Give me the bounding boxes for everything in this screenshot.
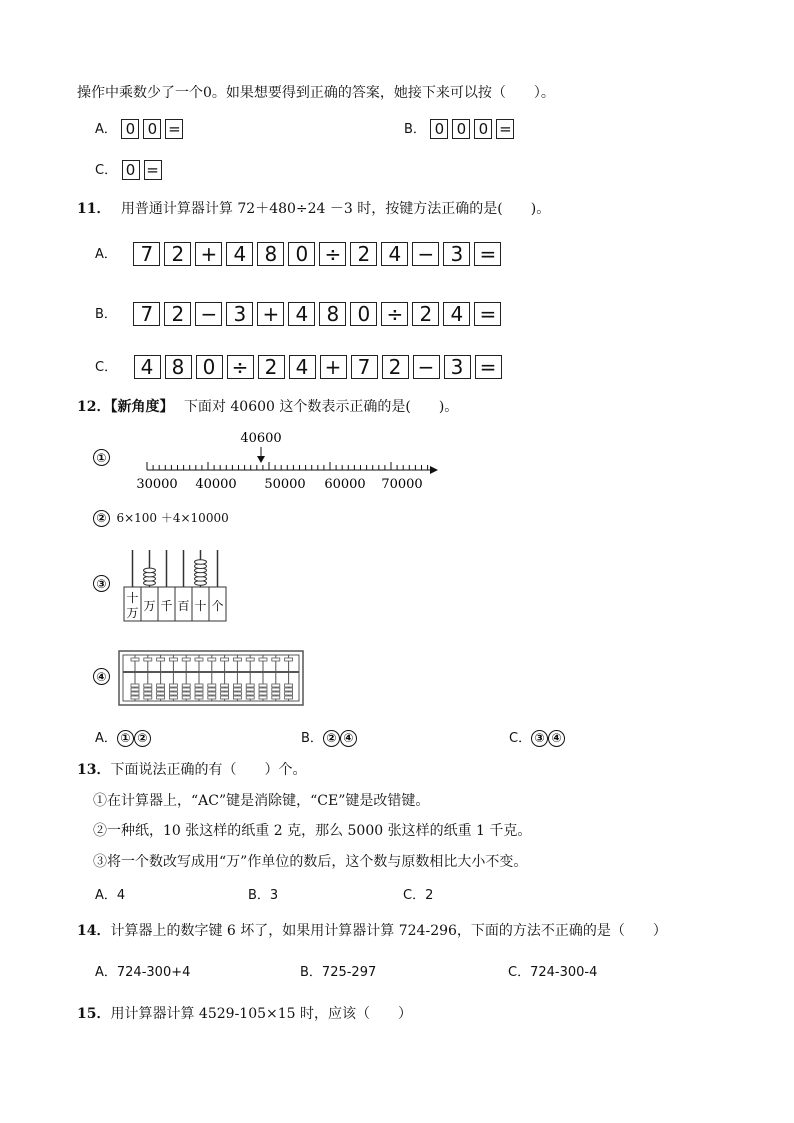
abacus-lower-bead xyxy=(169,696,177,699)
abacus-lower-bead xyxy=(259,684,267,687)
abacus-lower-bead xyxy=(144,684,152,687)
tick-label: 50000 xyxy=(264,477,306,492)
calculator-key: 4 xyxy=(288,302,315,326)
q12-stem xyxy=(77,396,458,416)
calculator-key: − xyxy=(413,355,440,379)
abacus-lower-bead xyxy=(259,692,267,695)
number-line-arrow-label: 40600 xyxy=(240,431,282,446)
q10-option-c[interactable]: C． 0 = xyxy=(95,159,162,180)
abacus-lower-bead xyxy=(246,684,254,687)
place-label: 千 xyxy=(160,599,173,613)
q12-number: 12． xyxy=(77,399,111,415)
calculator-key: 4 xyxy=(443,302,470,326)
calculator-key: 0 xyxy=(452,119,470,139)
q12-tag: 【新角度】 xyxy=(110,399,174,415)
number-line-arrowhead xyxy=(430,466,438,474)
abacus-lower-bead xyxy=(195,688,203,691)
abacus-lower-bead xyxy=(182,696,190,699)
q12-item2: ② 6×100 ＋4×10000 xyxy=(93,509,229,527)
calculator-key: 7 xyxy=(351,355,378,379)
q11-option-c-keys xyxy=(134,355,502,379)
q13-statement-3: ③将一个数改写成用“万”作单位的数后，这个数与原数相比大小不变。 xyxy=(93,854,528,870)
abacus-upper-bead xyxy=(221,658,229,661)
calculator-key: = xyxy=(496,119,514,139)
calculator-key: + xyxy=(195,242,222,266)
abacus-upper-bead xyxy=(131,658,139,661)
q12-number-line xyxy=(130,425,450,497)
calculator-key: 0 xyxy=(350,302,377,326)
q13-statement-1: ①在计算器上，“AC”键是消除键，“CE”键是改错键。 xyxy=(93,793,430,809)
calculator-key: 4 xyxy=(381,242,408,266)
q13-option-b[interactable]: B．3 xyxy=(248,888,279,903)
abacus-lower-bead xyxy=(272,688,280,691)
q10-option-c-keys xyxy=(122,160,162,180)
calculator-key: 2 xyxy=(258,355,285,379)
tick-label: 30000 xyxy=(136,477,178,492)
abacus-lower-bead xyxy=(131,684,139,687)
calculator-key: 0 xyxy=(430,119,448,139)
abacus-upper-bead xyxy=(169,658,177,661)
q12-option-c[interactable]: C． ③ ④ xyxy=(509,727,565,747)
abacus-lower-bead xyxy=(221,692,229,695)
abacus-lower-bead xyxy=(221,684,229,687)
calculator-key: 0 xyxy=(121,119,139,139)
calculator-key: + xyxy=(257,302,284,326)
abacus-lower-bead xyxy=(272,692,280,695)
q12-option-b[interactable]: B． ② ④ xyxy=(301,727,357,747)
abacus-lower-bead xyxy=(169,684,177,687)
calculator-key: 2 xyxy=(412,302,439,326)
calculator-key: = xyxy=(144,160,162,180)
abacus-lower-bead xyxy=(157,684,165,687)
q11-option-b[interactable]: B． 7 2 − 3 + 4 8 0 ÷ 2 4 = xyxy=(95,302,501,326)
calculator-key: 3 xyxy=(444,355,471,379)
q10-option-a-keys xyxy=(121,119,183,139)
calculator-key: ÷ xyxy=(227,355,254,379)
number-line-tick-labels xyxy=(136,477,422,492)
abacus-lower-bead xyxy=(169,692,177,695)
abacus-upper-bead xyxy=(195,658,203,661)
abacus-lower-bead xyxy=(285,692,293,695)
abacus-upper-bead xyxy=(157,658,165,661)
calculator-key: 0 xyxy=(143,119,161,139)
calculator-key: − xyxy=(195,302,222,326)
tick-label: 60000 xyxy=(324,477,366,492)
q14-stem xyxy=(77,920,667,940)
calculator-key: 4 xyxy=(226,242,253,266)
q11-option-c[interactable]: C． 4 8 0 ÷ 2 4 + 7 2 − 3 = xyxy=(95,355,502,379)
calculator-key: 4 xyxy=(134,355,161,379)
calculator-key: 8 xyxy=(165,355,192,379)
place-label: 万 xyxy=(143,599,156,613)
abacus-lower-bead xyxy=(246,692,254,695)
abacus-lower-bead xyxy=(131,696,139,699)
q14-text: 计算器上的数字键 6 坏了，如果用计算器计算 724-296，下面的方法不正确的是（ ） xyxy=(110,923,667,939)
calculator-key: 0 xyxy=(196,355,223,379)
place-label: 百 xyxy=(177,599,190,613)
calculator-key: ÷ xyxy=(319,242,346,266)
q13-option-c[interactable]: C．2 xyxy=(403,888,434,903)
q13-statement-2: ②一种纸，10 张这样的纸重 2 克，那么 5000 张这样的纸重 1 千克。 xyxy=(93,823,532,839)
abacus-lower-bead xyxy=(272,684,280,687)
calculator-key: + xyxy=(320,355,347,379)
abacus-lower-bead xyxy=(208,684,216,687)
abacus-lower-bead xyxy=(233,688,241,691)
q15-stem xyxy=(77,1003,412,1023)
abacus-lower-bead xyxy=(157,696,165,699)
abacus-lower-bead xyxy=(233,692,241,695)
abacus-upper-bead xyxy=(285,658,293,661)
abacus-lower-bead xyxy=(182,692,190,695)
abacus-lower-bead xyxy=(157,692,165,695)
q13-option-a[interactable]: A．4 xyxy=(95,888,126,903)
q11-option-a-keys xyxy=(133,242,501,266)
counting-frame-bead xyxy=(144,568,156,573)
number-line-ticks xyxy=(147,462,428,470)
calculator-key: = xyxy=(474,242,501,266)
q14-number: 14． xyxy=(77,923,111,939)
place-label-shiwan-1: 十 xyxy=(126,591,139,605)
abacus-lower-bead xyxy=(221,688,229,691)
q11-number: 11． xyxy=(77,201,111,217)
q10-text: 操作中乘数少了一个0。如果想要得到正确的答案，她接下来可以按（ ）。 xyxy=(77,85,555,101)
calculator-key: = xyxy=(475,355,502,379)
q15-text: 用计算器计算 4529-105×15 时，应该（ ） xyxy=(110,1006,413,1022)
tick-label: 40000 xyxy=(195,477,237,492)
q11-text: 用普通计算器计算 72＋480÷24 －3 时，按键方法正确的是( )。 xyxy=(120,201,551,217)
abacus-lower-bead xyxy=(195,684,203,687)
calculator-key: 7 xyxy=(133,302,160,326)
q10-option-b[interactable]: B． 0 0 0 = xyxy=(404,118,514,139)
calculator-key: = xyxy=(165,119,183,139)
abacus-lower-bead xyxy=(233,684,241,687)
q14-option-b[interactable]: B．725-297 xyxy=(300,965,377,980)
abacus-lower-bead xyxy=(131,692,139,695)
calculator-key: = xyxy=(474,302,501,326)
abacus-upper-bead xyxy=(272,658,280,661)
place-label-shiwan-2: 万 xyxy=(126,606,139,620)
calculator-key: 2 xyxy=(164,242,191,266)
q15-number: 15． xyxy=(77,1006,111,1022)
place-label: 个 xyxy=(211,599,224,613)
abacus-lower-bead xyxy=(208,696,216,699)
calculator-key: 0 xyxy=(474,119,492,139)
abacus-upper-bead xyxy=(208,658,216,661)
q12-item4-mark: ④ xyxy=(93,668,110,685)
abacus-upper-bead xyxy=(144,658,152,661)
counting-frame-bead xyxy=(195,560,207,565)
abacus-lower-bead xyxy=(144,696,152,699)
calculator-key: − xyxy=(412,242,439,266)
calculator-key: 8 xyxy=(257,242,284,266)
abacus-lower-bead xyxy=(157,688,165,691)
abacus-lower-bead xyxy=(272,696,280,699)
q11-option-b-keys xyxy=(133,302,501,326)
abacus-lower-bead xyxy=(285,696,293,699)
calculator-key: 0 xyxy=(288,242,315,266)
abacus-lower-bead xyxy=(285,684,293,687)
q12-item1-mark: ① xyxy=(93,449,110,466)
calculator-key: 8 xyxy=(319,302,346,326)
calculator-key: ÷ xyxy=(381,302,408,326)
q12-option-a[interactable]: A． ① ② xyxy=(95,727,151,747)
abacus-lower-bead xyxy=(208,688,216,691)
calculator-key: 2 xyxy=(350,242,377,266)
calculator-key: 3 xyxy=(226,302,253,326)
calculator-key: 2 xyxy=(382,355,409,379)
abacus-lower-bead xyxy=(233,696,241,699)
abacus-lower-bead xyxy=(182,684,190,687)
q13-stem xyxy=(77,759,306,779)
abacus-upper-bead xyxy=(246,658,254,661)
abacus-lower-bead xyxy=(208,692,216,695)
q14-option-a[interactable]: A．724-300+4 xyxy=(95,965,191,980)
q12-abacus xyxy=(118,650,304,706)
q11-option-a[interactable]: A． 7 2 + 4 8 0 ÷ 2 4 − 3 = xyxy=(95,242,501,266)
calculator-key: 7 xyxy=(133,242,160,266)
abacus-lower-bead xyxy=(195,692,203,695)
abacus-lower-bead xyxy=(246,688,254,691)
abacus-lower-bead xyxy=(259,696,267,699)
calculator-key: 3 xyxy=(443,242,470,266)
q13-text: 下面说法正确的有（ ）个。 xyxy=(110,762,307,778)
abacus-lower-bead xyxy=(144,692,152,695)
abacus-upper-bead xyxy=(259,658,267,661)
abacus-upper-bead xyxy=(233,658,241,661)
calculator-key: 2 xyxy=(164,302,191,326)
abacus-lower-bead xyxy=(169,688,177,691)
q12-item3-mark: ③ xyxy=(93,575,110,592)
q10-option-b-keys xyxy=(430,119,514,139)
abacus-lower-bead xyxy=(131,688,139,691)
q11-stem xyxy=(77,198,550,218)
arrow-head xyxy=(257,456,265,463)
calculator-key: 4 xyxy=(289,355,316,379)
counting-frame-beads xyxy=(144,560,207,586)
calculator-key: 0 xyxy=(122,160,140,180)
tick-label: 70000 xyxy=(381,477,423,492)
q12-item2-text: 6×100 ＋4×10000 xyxy=(116,511,229,525)
abacus-lower-bead xyxy=(221,696,229,699)
abacus-lower-bead xyxy=(246,696,254,699)
abacus-upper-bead xyxy=(182,658,190,661)
q13-number: 13． xyxy=(77,762,111,778)
abacus-lower-bead xyxy=(259,688,267,691)
place-label: 十 xyxy=(194,599,207,613)
q12-counting-frame xyxy=(120,546,230,624)
abacus-lower-bead xyxy=(195,696,203,699)
q10-option-a[interactable]: A． 0 0 = xyxy=(95,118,183,139)
abacus-lower-bead xyxy=(144,688,152,691)
q12-text: 下面对 40600 这个数表示正确的是( )。 xyxy=(183,399,459,415)
abacus-lower-bead xyxy=(285,688,293,691)
q14-option-c[interactable]: C．724-300-4 xyxy=(508,965,598,980)
abacus-lower-bead xyxy=(182,688,190,691)
